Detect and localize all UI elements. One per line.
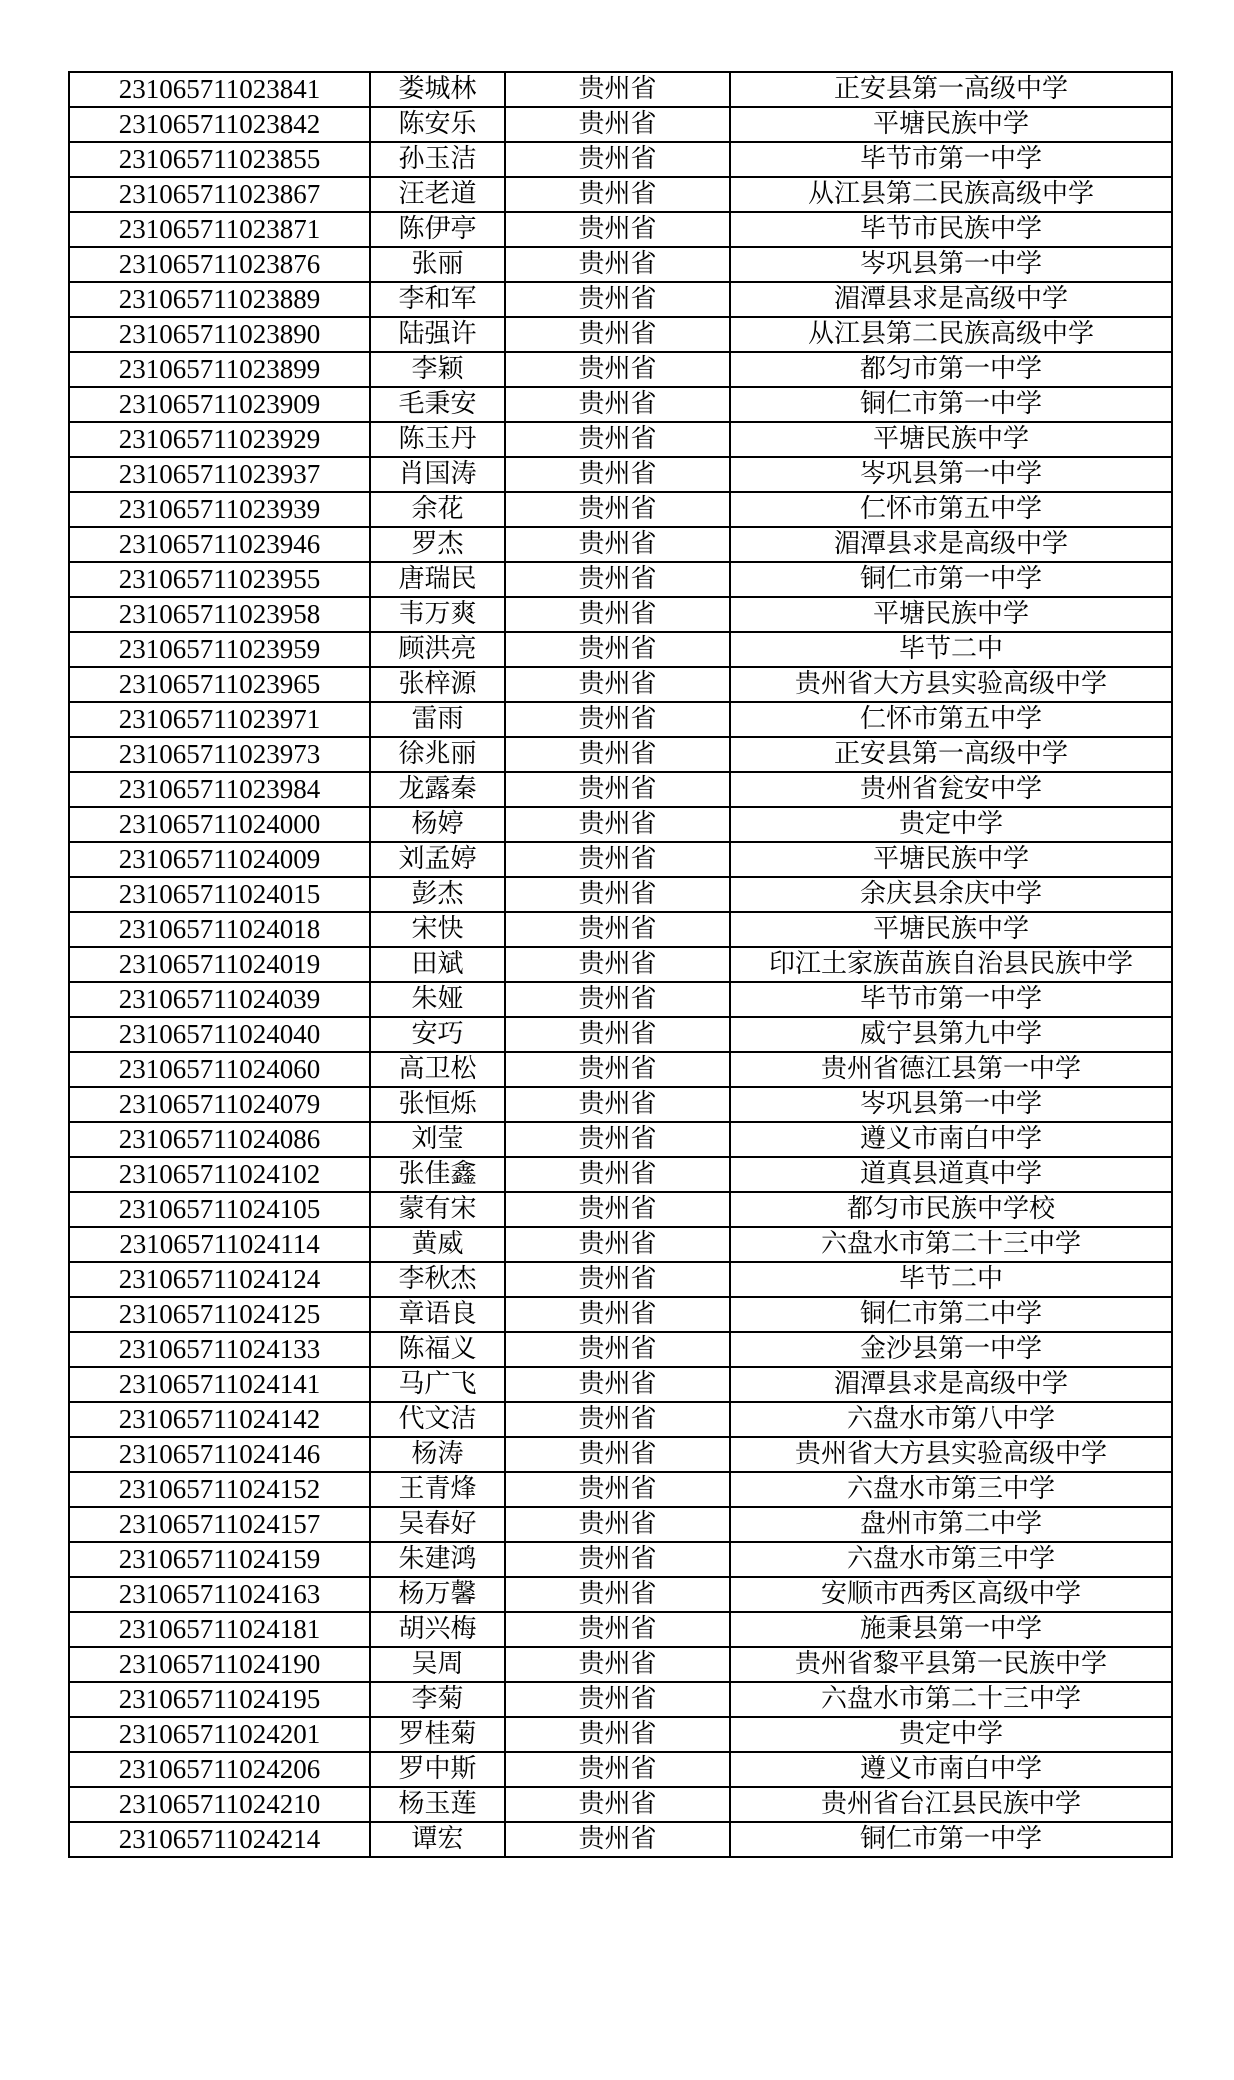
table-row <box>69 1052 1172 1087</box>
student-name-cell: 罗中斯 <box>370 1752 505 1787</box>
school-cell: 毕节二中 <box>730 1262 1172 1297</box>
student-name-cell: 杨玉莲 <box>370 1787 505 1822</box>
school-cell: 余庆县余庆中学 <box>730 877 1172 912</box>
school-cell: 毕节二中 <box>730 632 1172 667</box>
province-cell: 贵州省 <box>505 562 730 597</box>
school-cell: 铜仁市第一中学 <box>730 1822 1172 1857</box>
province-cell: 贵州省 <box>505 1402 730 1437</box>
province-cell: 贵州省 <box>505 597 730 632</box>
table-row <box>69 212 1172 247</box>
province-cell: 贵州省 <box>505 1297 730 1332</box>
school-cell: 从江县第二民族高级中学 <box>730 317 1172 352</box>
province-cell: 贵州省 <box>505 1612 730 1647</box>
student-id-cell: 231065711023937 <box>69 457 370 492</box>
school-cell: 铜仁市第一中学 <box>730 562 1172 597</box>
student-name-cell: 王青烽 <box>370 1472 505 1507</box>
student-name-cell: 龙露秦 <box>370 772 505 807</box>
province-cell: 贵州省 <box>505 1087 730 1122</box>
school-cell: 湄潭县求是高级中学 <box>730 282 1172 317</box>
school-cell: 贵州省黎平县第一民族中学 <box>730 1647 1172 1682</box>
school-cell: 平塘民族中学 <box>730 422 1172 457</box>
student-name-cell: 安巧 <box>370 1017 505 1052</box>
student-name-cell: 谭宏 <box>370 1822 505 1857</box>
table-row <box>69 982 1172 1017</box>
student-id-cell: 231065711023855 <box>69 142 370 177</box>
student-id-cell: 231065711024018 <box>69 912 370 947</box>
table-row <box>69 457 1172 492</box>
student-name-cell: 张恒烁 <box>370 1087 505 1122</box>
school-cell: 铜仁市第二中学 <box>730 1297 1172 1332</box>
province-cell: 贵州省 <box>505 1577 730 1612</box>
province-cell: 贵州省 <box>505 247 730 282</box>
province-cell: 贵州省 <box>505 877 730 912</box>
table-row <box>69 1787 1172 1822</box>
student-name-cell: 李秋杰 <box>370 1262 505 1297</box>
student-id-cell: 231065711023841 <box>69 72 370 107</box>
student-id-cell: 231065711023876 <box>69 247 370 282</box>
school-cell: 施秉县第一中学 <box>730 1612 1172 1647</box>
table-row <box>69 1227 1172 1262</box>
province-cell: 贵州省 <box>505 982 730 1017</box>
student-id-cell: 231065711024159 <box>69 1542 370 1577</box>
student-id-cell: 231065711024079 <box>69 1087 370 1122</box>
student-id-cell: 231065711024201 <box>69 1717 370 1752</box>
table-row <box>69 142 1172 177</box>
province-cell: 贵州省 <box>505 842 730 877</box>
school-cell: 六盘水市第二十三中学 <box>730 1227 1172 1262</box>
student-name-cell: 刘莹 <box>370 1122 505 1157</box>
table-row <box>69 702 1172 737</box>
student-name-cell: 徐兆丽 <box>370 737 505 772</box>
student-name-cell: 朱娅 <box>370 982 505 1017</box>
school-cell: 安顺市西秀区高级中学 <box>730 1577 1172 1612</box>
province-cell: 贵州省 <box>505 317 730 352</box>
student-id-cell: 231065711023867 <box>69 177 370 212</box>
table-row <box>69 247 1172 282</box>
student-name-cell: 陈玉丹 <box>370 422 505 457</box>
school-cell: 六盘水市第二十三中学 <box>730 1682 1172 1717</box>
school-cell: 从江县第二民族高级中学 <box>730 177 1172 212</box>
school-cell: 仁怀市第五中学 <box>730 702 1172 737</box>
table-row <box>69 1542 1172 1577</box>
table-row <box>69 632 1172 667</box>
student-name-cell: 马广飞 <box>370 1367 505 1402</box>
student-name-cell: 张丽 <box>370 247 505 282</box>
province-cell: 贵州省 <box>505 702 730 737</box>
province-cell: 贵州省 <box>505 107 730 142</box>
student-name-cell: 代文洁 <box>370 1402 505 1437</box>
province-cell: 贵州省 <box>505 1157 730 1192</box>
student-name-cell: 张佳鑫 <box>370 1157 505 1192</box>
table-row <box>69 527 1172 562</box>
table-row <box>69 1122 1172 1157</box>
student-id-cell: 231065711024152 <box>69 1472 370 1507</box>
student-id-cell: 231065711024195 <box>69 1682 370 1717</box>
student-name-cell: 吴春好 <box>370 1507 505 1542</box>
student-name-cell: 吴周 <box>370 1647 505 1682</box>
province-cell: 贵州省 <box>505 142 730 177</box>
student-name-cell: 杨婷 <box>370 807 505 842</box>
school-cell: 六盘水市第八中学 <box>730 1402 1172 1437</box>
student-id-cell: 231065711024039 <box>69 982 370 1017</box>
school-cell: 仁怀市第五中学 <box>730 492 1172 527</box>
school-cell: 铜仁市第一中学 <box>730 387 1172 422</box>
school-cell: 毕节市第一中学 <box>730 142 1172 177</box>
province-cell: 贵州省 <box>505 212 730 247</box>
student-name-cell: 李菊 <box>370 1682 505 1717</box>
student-name-cell: 罗杰 <box>370 527 505 562</box>
student-id-cell: 231065711024214 <box>69 1822 370 1857</box>
school-cell: 湄潭县求是高级中学 <box>730 1367 1172 1402</box>
student-id-cell: 231065711024125 <box>69 1297 370 1332</box>
student-id-cell: 231065711023958 <box>69 597 370 632</box>
table-row <box>69 1472 1172 1507</box>
student-id-cell: 231065711023889 <box>69 282 370 317</box>
table-body <box>69 72 1172 1857</box>
province-cell: 贵州省 <box>505 1472 730 1507</box>
student-name-cell: 陈福义 <box>370 1332 505 1367</box>
school-cell: 岑巩县第一中学 <box>730 247 1172 282</box>
school-cell: 遵义市南白中学 <box>730 1752 1172 1787</box>
student-name-cell: 毛秉安 <box>370 387 505 422</box>
student-name-cell: 朱建鸿 <box>370 1542 505 1577</box>
table-row <box>69 1437 1172 1472</box>
table-row <box>69 1507 1172 1542</box>
province-cell: 贵州省 <box>505 667 730 702</box>
province-cell: 贵州省 <box>505 1332 730 1367</box>
province-cell: 贵州省 <box>505 1017 730 1052</box>
school-cell: 正安县第一高级中学 <box>730 737 1172 772</box>
table-row <box>69 72 1172 107</box>
student-id-cell: 231065711023890 <box>69 317 370 352</box>
school-cell: 金沙县第一中学 <box>730 1332 1172 1367</box>
student-id-cell: 231065711023955 <box>69 562 370 597</box>
province-cell: 贵州省 <box>505 737 730 772</box>
student-id-cell: 231065711023984 <box>69 772 370 807</box>
province-cell: 贵州省 <box>505 177 730 212</box>
school-cell: 贵州省德江县第一中学 <box>730 1052 1172 1087</box>
table-row <box>69 107 1172 142</box>
school-cell: 威宁县第九中学 <box>730 1017 1172 1052</box>
school-cell: 印江土家族苗族自治县民族中学 <box>730 947 1172 982</box>
student-id-cell: 231065711024105 <box>69 1192 370 1227</box>
school-cell: 贵州省台江县民族中学 <box>730 1787 1172 1822</box>
student-name-cell: 汪老道 <box>370 177 505 212</box>
province-cell: 贵州省 <box>505 1367 730 1402</box>
table-row <box>69 1192 1172 1227</box>
student-id-cell: 231065711024086 <box>69 1122 370 1157</box>
table-row <box>69 492 1172 527</box>
student-name-cell: 陈伊亭 <box>370 212 505 247</box>
student-id-cell: 231065711024142 <box>69 1402 370 1437</box>
school-cell: 贵定中学 <box>730 807 1172 842</box>
student-id-cell: 231065711024114 <box>69 1227 370 1262</box>
school-cell: 都匀市第一中学 <box>730 352 1172 387</box>
province-cell: 贵州省 <box>505 1262 730 1297</box>
province-cell: 贵州省 <box>505 1647 730 1682</box>
table-row <box>69 317 1172 352</box>
table-row <box>69 807 1172 842</box>
student-id-cell: 231065711023842 <box>69 107 370 142</box>
student-name-cell: 顾洪亮 <box>370 632 505 667</box>
student-name-cell: 娄城林 <box>370 72 505 107</box>
school-cell: 毕节市第一中学 <box>730 982 1172 1017</box>
student-name-cell: 张梓源 <box>370 667 505 702</box>
province-cell: 贵州省 <box>505 1752 730 1787</box>
province-cell: 贵州省 <box>505 387 730 422</box>
table-row <box>69 1647 1172 1682</box>
table-row <box>69 912 1172 947</box>
student-id-cell: 231065711024181 <box>69 1612 370 1647</box>
table-row <box>69 1752 1172 1787</box>
province-cell: 贵州省 <box>505 457 730 492</box>
student-name-cell: 章语良 <box>370 1297 505 1332</box>
table-row <box>69 667 1172 702</box>
table-row <box>69 772 1172 807</box>
school-cell: 道真县道真中学 <box>730 1157 1172 1192</box>
student-name-cell: 李颖 <box>370 352 505 387</box>
table-row <box>69 177 1172 212</box>
table-row <box>69 1717 1172 1752</box>
student-id-cell: 231065711023959 <box>69 632 370 667</box>
admission-list-table <box>68 71 1173 1858</box>
school-cell: 平塘民族中学 <box>730 842 1172 877</box>
province-cell: 贵州省 <box>505 772 730 807</box>
table-row <box>69 1332 1172 1367</box>
table-row <box>69 1682 1172 1717</box>
school-cell: 遵义市南白中学 <box>730 1122 1172 1157</box>
student-id-cell: 231065711023939 <box>69 492 370 527</box>
table-row <box>69 1297 1172 1332</box>
student-name-cell: 陈安乐 <box>370 107 505 142</box>
student-name-cell: 彭杰 <box>370 877 505 912</box>
table-row <box>69 1367 1172 1402</box>
student-name-cell: 宋快 <box>370 912 505 947</box>
student-id-cell: 231065711023871 <box>69 212 370 247</box>
student-name-cell: 唐瑞民 <box>370 562 505 597</box>
province-cell: 贵州省 <box>505 1122 730 1157</box>
school-cell: 都匀市民族中学校 <box>730 1192 1172 1227</box>
student-name-cell: 胡兴梅 <box>370 1612 505 1647</box>
student-id-cell: 231065711023965 <box>69 667 370 702</box>
province-cell: 贵州省 <box>505 1437 730 1472</box>
student-id-cell: 231065711024163 <box>69 1577 370 1612</box>
table-row <box>69 1822 1172 1857</box>
school-cell: 平塘民族中学 <box>730 912 1172 947</box>
province-cell: 贵州省 <box>505 632 730 667</box>
student-id-cell: 231065711024124 <box>69 1262 370 1297</box>
student-id-cell: 231065711024009 <box>69 842 370 877</box>
student-id-cell: 231065711024206 <box>69 1752 370 1787</box>
table-row <box>69 947 1172 982</box>
student-id-cell: 231065711023973 <box>69 737 370 772</box>
school-cell: 贵州省瓮安中学 <box>730 772 1172 807</box>
table-row <box>69 562 1172 597</box>
student-id-cell: 231065711023971 <box>69 702 370 737</box>
student-id-cell: 231065711023899 <box>69 352 370 387</box>
table-row <box>69 422 1172 457</box>
province-cell: 贵州省 <box>505 947 730 982</box>
student-id-cell: 231065711024157 <box>69 1507 370 1542</box>
student-name-cell: 罗桂菊 <box>370 1717 505 1752</box>
student-name-cell: 高卫松 <box>370 1052 505 1087</box>
province-cell: 贵州省 <box>505 1227 730 1262</box>
school-cell: 平塘民族中学 <box>730 597 1172 632</box>
student-name-cell: 韦万爽 <box>370 597 505 632</box>
school-cell: 湄潭县求是高级中学 <box>730 527 1172 562</box>
school-cell: 六盘水市第三中学 <box>730 1542 1172 1577</box>
table-row <box>69 842 1172 877</box>
student-name-cell: 蒙有宋 <box>370 1192 505 1227</box>
table-row <box>69 1017 1172 1052</box>
student-id-cell: 231065711024133 <box>69 1332 370 1367</box>
student-name-cell: 陆强许 <box>370 317 505 352</box>
school-cell: 岑巩县第一中学 <box>730 457 1172 492</box>
school-cell: 盘州市第二中学 <box>730 1507 1172 1542</box>
table-row <box>69 597 1172 632</box>
student-id-cell: 231065711023909 <box>69 387 370 422</box>
table-row <box>69 1262 1172 1297</box>
province-cell: 贵州省 <box>505 1822 730 1857</box>
student-id-cell: 231065711024060 <box>69 1052 370 1087</box>
student-id-cell: 231065711024102 <box>69 1157 370 1192</box>
student-name-cell: 余花 <box>370 492 505 527</box>
student-name-cell: 杨万馨 <box>370 1577 505 1612</box>
student-name-cell: 雷雨 <box>370 702 505 737</box>
table-row <box>69 1612 1172 1647</box>
province-cell: 贵州省 <box>505 1192 730 1227</box>
table-row <box>69 282 1172 317</box>
student-id-cell: 231065711023946 <box>69 527 370 562</box>
province-cell: 贵州省 <box>505 1542 730 1577</box>
student-name-cell: 杨涛 <box>370 1437 505 1472</box>
province-cell: 贵州省 <box>505 807 730 842</box>
student-id-cell: 231065711024019 <box>69 947 370 982</box>
province-cell: 贵州省 <box>505 492 730 527</box>
province-cell: 贵州省 <box>505 1787 730 1822</box>
school-cell: 贵定中学 <box>730 1717 1172 1752</box>
province-cell: 贵州省 <box>505 422 730 457</box>
student-id-cell: 231065711024040 <box>69 1017 370 1052</box>
school-cell: 贵州省大方县实验高级中学 <box>730 1437 1172 1472</box>
school-cell: 六盘水市第三中学 <box>730 1472 1172 1507</box>
province-cell: 贵州省 <box>505 352 730 387</box>
student-name-cell: 肖国涛 <box>370 457 505 492</box>
province-cell: 贵州省 <box>505 1717 730 1752</box>
table-row <box>69 1157 1172 1192</box>
student-name-cell: 黄威 <box>370 1227 505 1262</box>
school-cell: 贵州省大方县实验高级中学 <box>730 667 1172 702</box>
student-name-cell: 李和军 <box>370 282 505 317</box>
student-id-cell: 231065711023929 <box>69 422 370 457</box>
province-cell: 贵州省 <box>505 1507 730 1542</box>
province-cell: 贵州省 <box>505 72 730 107</box>
table-row <box>69 1402 1172 1437</box>
student-name-cell: 刘孟婷 <box>370 842 505 877</box>
province-cell: 贵州省 <box>505 1052 730 1087</box>
province-cell: 贵州省 <box>505 282 730 317</box>
student-id-cell: 231065711024000 <box>69 807 370 842</box>
province-cell: 贵州省 <box>505 1682 730 1717</box>
student-id-cell: 231065711024146 <box>69 1437 370 1472</box>
student-name-cell: 田斌 <box>370 947 505 982</box>
student-id-cell: 231065711024141 <box>69 1367 370 1402</box>
table-row <box>69 387 1172 422</box>
student-name-cell: 孙玉洁 <box>370 142 505 177</box>
school-cell: 岑巩县第一中学 <box>730 1087 1172 1122</box>
table-row <box>69 1577 1172 1612</box>
table-row <box>69 877 1172 912</box>
province-cell: 贵州省 <box>505 527 730 562</box>
school-cell: 正安县第一高级中学 <box>730 72 1172 107</box>
table-row <box>69 1087 1172 1122</box>
table-row <box>69 352 1172 387</box>
table-row <box>69 737 1172 772</box>
province-cell: 贵州省 <box>505 912 730 947</box>
student-id-cell: 231065711024015 <box>69 877 370 912</box>
student-id-cell: 231065711024210 <box>69 1787 370 1822</box>
school-cell: 毕节市民族中学 <box>730 212 1172 247</box>
school-cell: 平塘民族中学 <box>730 107 1172 142</box>
student-id-cell: 231065711024190 <box>69 1647 370 1682</box>
